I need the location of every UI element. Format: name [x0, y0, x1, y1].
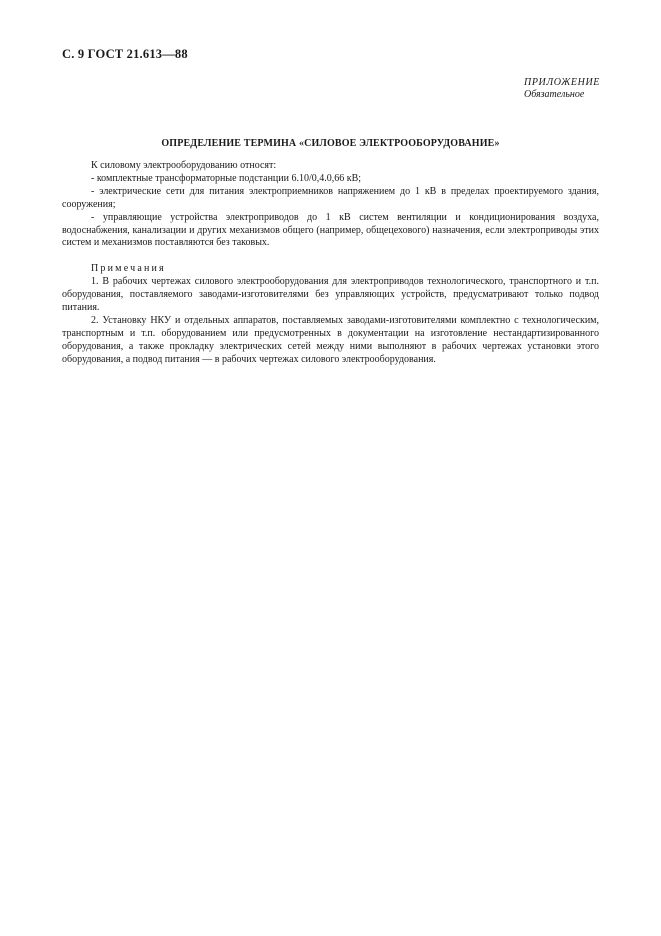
list-item: - комплектные трансформаторные подстанции 6.10/0,4.0,66 кВ;	[91, 172, 362, 184]
page-header: С. 9 ГОСТ 21.613—88	[62, 47, 188, 61]
section-intro: К силовому электрооборудованию относят:	[91, 160, 277, 171]
section-title: ОПРЕДЕЛЕНИЕ ТЕРМИНА «СИЛОВОЕ ЭЛЕКТРООБОРУДОВАНИЕ»	[161, 138, 500, 149]
appendix-label	[524, 77, 600, 101]
note-item: 2. Установку НКУ и отдельных аппаратов, поставляемых заводами-изготовителями комплектно с технологическим, транспортным и т.п. оборудованием или предусмотренных в документации на изготовление нестандартизированного оборудования, а также прокладку электрических сетей между ними выполняют в рабочих чертежах установки этого оборудования, а подвод питания — в рабочих чертежах силового электрооборудования.	[62, 314, 599, 365]
notes-heading: Примечания	[91, 263, 166, 275]
list-item: - управляющие устройства электроприводов до 1 кВ систем вентиляции и кондиционирования воздуха, водоснабжения, канализации и других механизмов общего (например, общецехового) назначения, если электроприводы этих систем и механизмов поставляются без таковых.	[62, 211, 599, 249]
appendix-status: Обязательное	[524, 89, 585, 100]
list-item: - электрические сети для питания электроприемников напряжением до 1 кВ в пределах проектируемого здания, сооружения;	[62, 185, 599, 210]
appendix-title: ПРИЛОЖЕНИЕ	[524, 77, 600, 88]
section-body	[62, 160, 599, 367]
note-item: 1. В рабочих чертежах силового электрооборудования для электроприводов технологического, транспортного и т.п. оборудования, поставляемого заводами-изготовителями без управляющих устройств, предусматривают только подвод питания.	[62, 276, 599, 314]
